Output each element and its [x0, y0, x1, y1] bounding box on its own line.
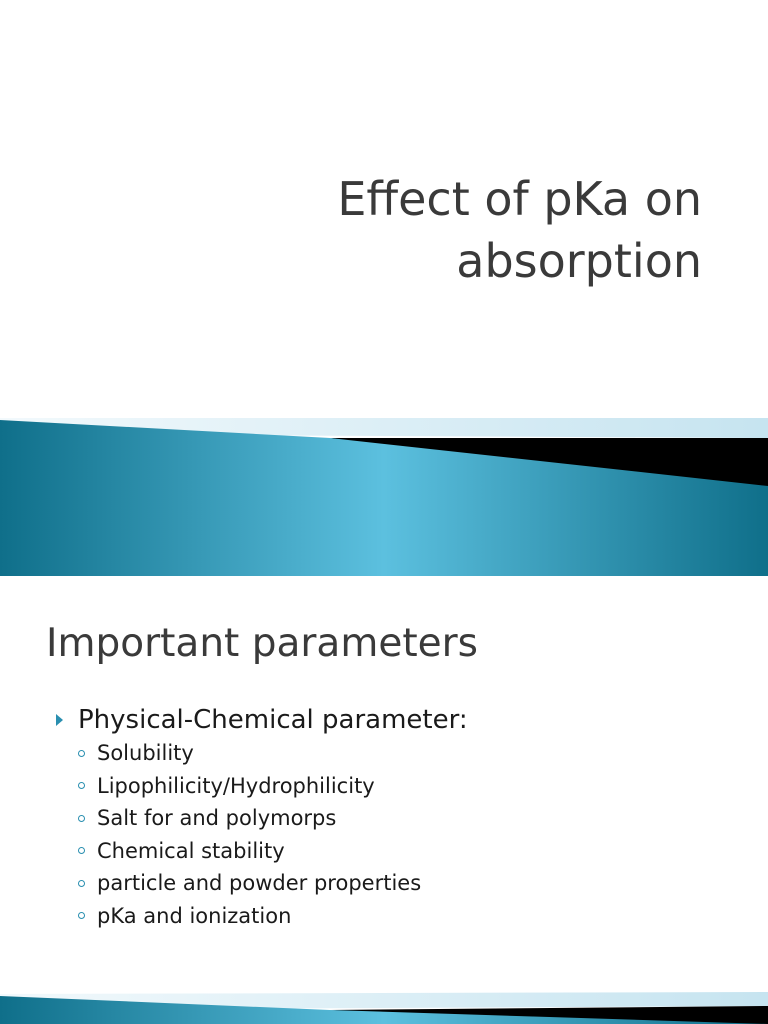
sub-bullet-text: Chemical stability — [97, 838, 285, 863]
sub-bullet-item — [78, 802, 468, 835]
sub-bullet-text: particle and powder properties — [97, 871, 422, 896]
sub-bullet-list — [78, 737, 468, 932]
bullet-list — [56, 703, 468, 932]
title-line-2: absorption — [456, 234, 702, 288]
decorative-band — [0, 410, 768, 576]
ring-icon — [78, 880, 85, 887]
ring-icon — [78, 815, 85, 822]
ring-icon — [78, 847, 85, 854]
sub-bullet-item — [78, 900, 468, 933]
sub-bullet-text: Solubility — [97, 741, 194, 766]
sub-bullet-item — [78, 737, 468, 770]
ring-icon — [78, 782, 85, 789]
bullet-item — [56, 703, 468, 737]
triangle-right-icon — [56, 714, 63, 726]
slide-title: Important parameters — [46, 621, 478, 666]
sub-bullet-item — [78, 770, 468, 803]
sub-bullet-item — [78, 835, 468, 868]
ring-icon — [78, 912, 85, 919]
sub-bullet-text: pKa and ionization — [97, 903, 292, 928]
title-line-1: Effect of pKa on — [337, 172, 702, 226]
ring-icon — [78, 750, 85, 757]
slide-title — [142, 168, 702, 292]
sub-bullet-text: Salt for and polymorps — [97, 806, 337, 831]
sub-bullet-item — [78, 867, 468, 900]
sub-bullet-text: Lipophilicity/Hydrophilicity — [97, 773, 375, 798]
content-slide — [0, 576, 768, 1024]
bullet-text: Physical-Chemical parameter: — [78, 705, 468, 735]
decorative-band — [0, 986, 768, 1024]
